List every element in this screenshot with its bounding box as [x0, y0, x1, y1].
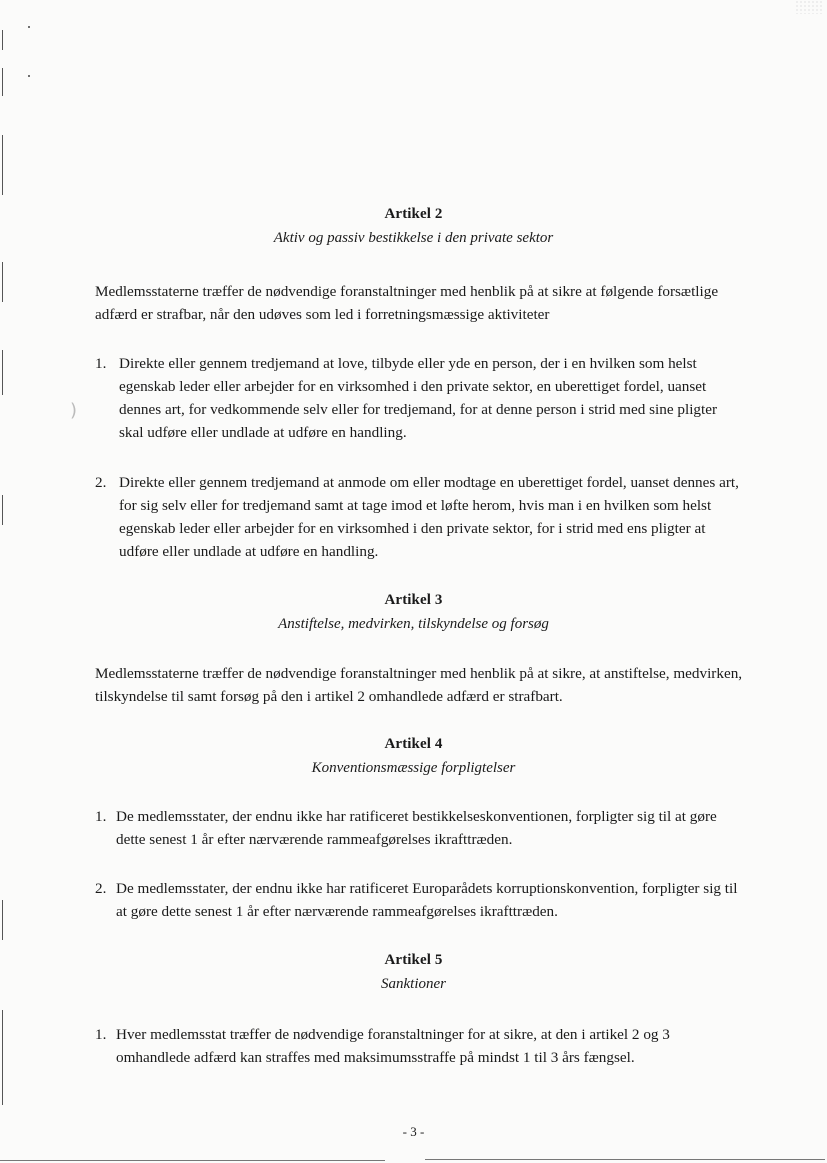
scan-dot — [28, 26, 30, 28]
scan-edge-mark — [2, 900, 3, 940]
article-4-title: Artikel 4 — [384, 736, 443, 752]
scan-edge-mark — [2, 1010, 3, 1105]
scan-edge-mark — [2, 135, 3, 195]
scan-edge-mark — [2, 495, 3, 525]
scan-edge-mark — [2, 262, 3, 302]
item-text: Direkte eller gennem tredjemand at anmode om eller modtage en uberettiget fordel, uanset dennes art, for sig selv eller for tredjemand samt at tage imod et løfte herom, hvis man i en hvilken som helst egenskab leder eller arbejder for en virksomhed i den private sektor, for i strid med ens pligter at udføre eller undlade at udføre en handling. — [119, 474, 739, 560]
article-5-item-1 — [95, 1023, 745, 1069]
item-number: 1. — [95, 1026, 107, 1043]
scan-dot — [28, 75, 30, 77]
article-5-title: Artikel 5 — [384, 952, 443, 968]
scan-edge-mark — [2, 30, 3, 50]
article-2-title: Artikel 2 — [384, 206, 443, 222]
item-text: De medlemsstater, der endnu ikke har ratificeret bestikkelseskonventionen, forpligter sig til at gøre dette senest 1 år efter nærværende rammeafgørelses ikrafttræden. — [116, 808, 717, 848]
article-4-subtitle: Konventionsmæssige forpligtelser — [311, 760, 516, 776]
scan-bottom-line — [425, 1159, 825, 1160]
item-number: 2. — [95, 880, 107, 897]
margin-mark: ) — [70, 400, 78, 421]
scan-edge-mark — [2, 350, 3, 395]
scan-bottom-line — [0, 1160, 385, 1161]
scan-edge-mark — [2, 68, 3, 96]
item-number: 2. — [95, 474, 107, 491]
article-2-item-1 — [95, 352, 745, 444]
item-text: Direkte eller gennem tredjemand at love, tilbyde eller yde en person, der i en hvilken som helst egenskab leder eller arbejder for en virksomhed i den private sektor, en uberettiget fordel, uanset dennes art, for vedkommende selv eller for tredjemand, for at denne person i strid med sine pligter skal udføre eller undlade at udføre en handling. — [119, 355, 718, 441]
article-2-item-2 — [95, 471, 745, 563]
item-text: De medlemsstater, der endnu ikke har ratificeret Europarådets korruptionskonvention, forpligter sig til at gøre dette senest 1 år efter nærværende rammeafgørelses ikrafttræden. — [116, 880, 738, 920]
page-number: - 3 - — [402, 1124, 425, 1139]
article-4-item-1 — [95, 805, 745, 851]
article-2-subtitle: Aktiv og passiv bestikkelse i den private sektor — [273, 230, 554, 246]
item-text: Hver medlemsstat træffer de nødvendige foranstaltninger for at sikre, at den i artikel 2 og 3 omhandlede adfærd kan straffes med maksimumsstraffe på mindst 1 til 3 års fængsel. — [116, 1026, 670, 1066]
article-3-subtitle: Anstiftelse, medvirken, tilskyndelse og forsøg — [278, 616, 549, 632]
article-3-intro: Medlemsstaterne træffer de nødvendige foranstaltninger med henblik på at sikre, at anstiftelse, medvirken, tilskyndelse til samt forsøg på den i artikel 2 omhandlede adfærd er strafbart. — [95, 665, 743, 705]
article-2-intro: Medlemsstaterne træffer de nødvendige foranstaltninger med henblik på at sikre at følgende forsætlige adfærd er strafbar, når den udøves som led i forretningsmæssige aktiviteter — [95, 283, 719, 323]
article-5-subtitle: Sanktioner — [381, 976, 446, 992]
item-number: 1. — [95, 355, 107, 372]
article-3-title: Artikel 3 — [384, 592, 443, 608]
item-number: 1. — [95, 808, 107, 825]
scan-noise — [795, 0, 823, 14]
article-4-item-2 — [95, 877, 745, 923]
